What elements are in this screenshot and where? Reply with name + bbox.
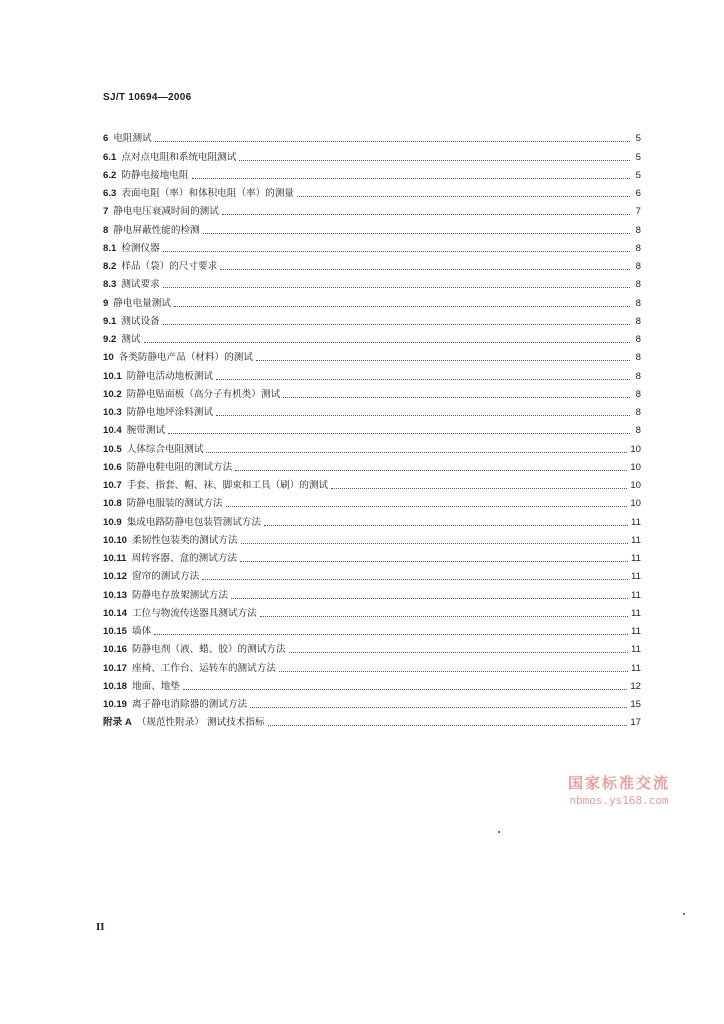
toc-entry[interactable] bbox=[103, 474, 641, 492]
toc-entry-number: 10.12 bbox=[103, 571, 128, 583]
toc-entry-page: 8 bbox=[635, 297, 641, 309]
toc-entry-title: 点对点电阻和系统电阻测试 bbox=[121, 151, 237, 163]
toc-entry-number: 6.3 bbox=[103, 188, 117, 199]
toc-dot-leader bbox=[256, 359, 630, 361]
toc-entry-title: 表面电阻（率）和体积电阻（率）的测量 bbox=[121, 188, 295, 199]
toc-entry-title: 墙体 bbox=[132, 626, 152, 637]
toc-entry-page: 8 bbox=[635, 315, 641, 327]
toc-entry-page: 10 bbox=[630, 480, 641, 491]
toc-entry-number: 8 bbox=[103, 224, 109, 236]
toc-entry[interactable] bbox=[103, 346, 641, 364]
toc-entry-number: 10.7 bbox=[103, 480, 122, 491]
toc-entry-title: 人体综合电阻测试 bbox=[126, 443, 204, 455]
toc-entry-page: 11 bbox=[631, 553, 641, 564]
toc-entry-number: 6.1 bbox=[103, 151, 117, 163]
toc-entry-number: 10.5 bbox=[103, 443, 122, 455]
toc-entry-number: 10.16 bbox=[103, 644, 128, 656]
toc-dot-leader bbox=[144, 341, 630, 343]
toc-entry-number: 附录 A bbox=[103, 717, 132, 729]
toc-entry-page: 8 bbox=[635, 334, 641, 345]
toc-dot-leader bbox=[331, 487, 627, 489]
toc-entry[interactable] bbox=[103, 602, 641, 620]
toc-entry[interactable] bbox=[103, 310, 641, 328]
toc-entry[interactable] bbox=[103, 383, 641, 401]
toc-entry-page: 11 bbox=[631, 607, 641, 619]
toc-entry-page: 10 bbox=[630, 461, 641, 473]
toc-entry-page: 8 bbox=[635, 261, 641, 272]
toc-entry[interactable] bbox=[103, 510, 641, 528]
toc-entry-title: 防静电存放架测试方法 bbox=[132, 589, 228, 601]
toc-dot-leader bbox=[241, 542, 628, 544]
toc-entry[interactable] bbox=[103, 492, 641, 510]
toc-entry[interactable] bbox=[103, 401, 641, 419]
toc-entry-title: 测试要求 bbox=[121, 279, 160, 291]
toc-dot-leader bbox=[163, 286, 630, 288]
toc-entry[interactable] bbox=[103, 456, 641, 474]
toc-entry-title: 各类防静电产品（材料）的测试 bbox=[118, 352, 253, 364]
toc-entry-number: 7 bbox=[103, 206, 109, 218]
toc-dot-leader bbox=[297, 195, 630, 197]
toc-entry-number: 10.2 bbox=[103, 388, 122, 400]
toc-dot-leader bbox=[239, 159, 630, 161]
toc-entry[interactable] bbox=[103, 583, 641, 601]
toc-entry-page: 8 bbox=[635, 407, 641, 418]
toc-entry[interactable] bbox=[103, 255, 641, 273]
toc-entry-number: 10.18 bbox=[103, 680, 128, 692]
toc-entry-page: 5 bbox=[635, 133, 641, 145]
toc-entry[interactable] bbox=[103, 529, 641, 547]
toc-dot-leader bbox=[260, 615, 628, 617]
toc-entry-title: 测试设备 bbox=[121, 315, 160, 327]
toc-entry-number: 10.14 bbox=[103, 607, 128, 619]
toc-entry[interactable] bbox=[103, 328, 641, 346]
toc-entry[interactable] bbox=[103, 145, 641, 163]
toc-entry-page: 11 bbox=[631, 589, 641, 601]
toc-entry-page: 11 bbox=[631, 534, 641, 546]
toc-entry-page: 6 bbox=[635, 188, 641, 199]
toc-entry-title: 柔韧性包装类的测试方法 bbox=[132, 534, 238, 546]
toc-entry-page: 8 bbox=[635, 224, 641, 236]
toc-entry-page: 8 bbox=[635, 352, 641, 364]
toc-dot-leader bbox=[163, 323, 630, 325]
toc-dot-leader bbox=[226, 505, 628, 507]
toc-entry-page: 8 bbox=[635, 279, 641, 291]
toc-entry-page: 10 bbox=[630, 443, 641, 455]
toc-entry-title: 测试 bbox=[121, 334, 141, 345]
toc-entry-page: 10 bbox=[630, 498, 641, 510]
toc-dot-leader bbox=[203, 232, 630, 234]
toc-entry[interactable] bbox=[103, 675, 641, 693]
toc-entry-title: 静电电压衰减时间的测试 bbox=[113, 206, 219, 218]
toc-entry-number: 9 bbox=[103, 297, 109, 309]
toc-entry-page: 11 bbox=[631, 644, 641, 656]
toc-dot-leader bbox=[154, 633, 628, 635]
toc-dot-leader bbox=[192, 177, 631, 179]
toc-entry[interactable] bbox=[103, 291, 641, 309]
toc-entry-page: 5 bbox=[635, 151, 641, 163]
toc-entry-page: 11 bbox=[631, 516, 641, 528]
toc-entry-number: 8.3 bbox=[103, 279, 117, 291]
toc-entry-number: 10.3 bbox=[103, 407, 122, 418]
toc-entry[interactable] bbox=[103, 200, 641, 218]
toc-entry-title: 防静电鞋电阻的测试方法 bbox=[126, 461, 233, 473]
toc-entry-number: 10.10 bbox=[103, 534, 128, 546]
toc-entry[interactable] bbox=[103, 620, 641, 638]
toc-entry-number: 10 bbox=[103, 352, 114, 364]
scan-speck bbox=[498, 831, 500, 833]
toc-entry-number: 10.19 bbox=[103, 699, 128, 710]
toc-entry-title: 静电电量测试 bbox=[113, 297, 171, 309]
toc-entry-page: 12 bbox=[630, 680, 641, 692]
toc-entry-page: 7 bbox=[635, 206, 641, 218]
toc-entry-number: 10.9 bbox=[103, 516, 122, 528]
toc-entry-page: 11 bbox=[631, 626, 641, 637]
toc-entry-title: 手套、指套、帽、袜、脚束和工具（刷）的测试 bbox=[126, 480, 329, 491]
toc-entry-title: 工位与物流传送器具测试方法 bbox=[132, 607, 257, 619]
toc-entry-title: 防静电活动地板测试 bbox=[126, 370, 214, 382]
toc-entry-title: 地面、地垫 bbox=[132, 680, 180, 692]
watermark bbox=[568, 772, 670, 807]
toc-dot-leader bbox=[202, 578, 628, 580]
toc-entry[interactable] bbox=[103, 565, 641, 583]
toc-entry[interactable] bbox=[103, 164, 641, 182]
toc-entry-title: 防静电剂（液、蜡、胶）的测试方法 bbox=[132, 644, 286, 656]
toc-dot-leader bbox=[240, 560, 628, 562]
toc-entry-title: 集成电路防静电包装管测试方法 bbox=[126, 516, 261, 528]
toc-entry-page: 8 bbox=[635, 242, 641, 254]
toc-entry-number: 10.8 bbox=[103, 498, 122, 510]
toc-dot-leader bbox=[268, 724, 628, 726]
toc-entry-number: 10.11 bbox=[103, 553, 127, 564]
toc-entry-number: 10.6 bbox=[103, 461, 122, 473]
toc-entry-title: 离子静电消除器的测试方法 bbox=[132, 699, 248, 710]
toc-dot-leader bbox=[206, 451, 627, 453]
toc-entry-page: 5 bbox=[635, 169, 641, 181]
toc-entry-title: 静电屏蔽性能的检测 bbox=[113, 224, 200, 236]
watermark-url: nbmos.ys168.com bbox=[569, 794, 669, 807]
toc-dot-leader bbox=[183, 688, 627, 690]
toc-entry-number: 10.1 bbox=[103, 370, 122, 382]
toc-entry-title: 座椅、工作台、运转车的测试方法 bbox=[132, 662, 276, 674]
toc-entry[interactable] bbox=[103, 437, 641, 455]
toc-entry[interactable] bbox=[103, 218, 641, 236]
toc-dot-leader bbox=[235, 469, 627, 471]
toc-entry-title: 电阻测试 bbox=[113, 133, 152, 145]
toc-entry-page: 11 bbox=[631, 571, 641, 583]
toc-entry-title: 样品（袋）的尺寸要求 bbox=[121, 261, 218, 272]
toc-entry-title: 检测仪器 bbox=[121, 242, 160, 254]
toc-entry[interactable] bbox=[103, 273, 641, 291]
toc-dot-leader bbox=[250, 706, 627, 708]
standard-code: SJ/T 10694—2006 bbox=[103, 92, 192, 103]
toc-dot-leader bbox=[220, 268, 630, 270]
toc-dot-leader bbox=[222, 213, 630, 215]
toc-entry[interactable] bbox=[103, 364, 641, 382]
toc-entry-title: 防静电贴面板（高分子有机类）测试 bbox=[126, 388, 281, 400]
toc-entry-page: 8 bbox=[635, 388, 641, 400]
toc-dot-leader bbox=[216, 414, 630, 416]
toc-dot-leader bbox=[283, 396, 630, 398]
table-of-contents bbox=[103, 127, 641, 729]
toc-dot-leader bbox=[264, 524, 628, 526]
watermark-text: 国家标准交流 bbox=[568, 774, 671, 792]
toc-dot-leader bbox=[168, 432, 630, 434]
toc-entry[interactable] bbox=[103, 127, 641, 145]
toc-entry[interactable] bbox=[103, 693, 641, 711]
toc-entry-title: 周转容器、盒的测试方法 bbox=[131, 553, 238, 564]
toc-entry-number: 10.4 bbox=[103, 425, 122, 437]
toc-entry-number: 10.15 bbox=[103, 626, 128, 637]
toc-entry-page: 17 bbox=[630, 717, 641, 729]
toc-dot-leader bbox=[163, 250, 630, 252]
toc-entry[interactable] bbox=[103, 182, 641, 200]
toc-dot-leader bbox=[174, 305, 630, 307]
toc-entry-title: 窗帘的测试方法 bbox=[132, 571, 200, 583]
toc-entry-page: 8 bbox=[635, 370, 641, 382]
toc-entry-title: 防静电地坪涂料测试 bbox=[126, 407, 214, 418]
toc-entry-title: （规范性附录） 测试技术指标 bbox=[136, 717, 265, 729]
toc-entry-number: 10.13 bbox=[103, 589, 128, 601]
toc-dot-leader bbox=[289, 651, 629, 653]
toc-entry-number: 8.2 bbox=[103, 261, 117, 272]
toc-entry[interactable] bbox=[103, 419, 641, 437]
toc-entry[interactable] bbox=[103, 547, 641, 565]
toc-entry-number: 9.2 bbox=[103, 334, 117, 345]
scan-speck bbox=[683, 913, 685, 915]
toc-entry[interactable] bbox=[103, 711, 641, 729]
toc-entry-number: 10.17 bbox=[103, 662, 128, 674]
toc-entry-number: 6 bbox=[103, 133, 109, 145]
toc-dot-leader bbox=[155, 140, 630, 142]
toc-entry-title: 防静电接地电阻 bbox=[121, 169, 189, 181]
toc-entry-page: 8 bbox=[635, 425, 641, 437]
toc-entry[interactable] bbox=[103, 237, 641, 255]
toc-entry[interactable] bbox=[103, 656, 641, 674]
toc-entry-title: 防静电服装的测试方法 bbox=[126, 498, 223, 510]
toc-entry-number: 9.1 bbox=[103, 315, 117, 327]
page-number: II bbox=[96, 921, 105, 933]
toc-dot-leader bbox=[216, 378, 630, 380]
toc-dot-leader bbox=[231, 597, 628, 599]
toc-entry-number: 8.1 bbox=[103, 242, 117, 254]
toc-dot-leader bbox=[279, 670, 628, 672]
toc-entry-page: 11 bbox=[631, 662, 641, 674]
toc-entry-title: 腕带测试 bbox=[126, 425, 166, 437]
toc-entry-page: 15 bbox=[630, 699, 641, 710]
toc-entry-number: 6.2 bbox=[103, 169, 117, 181]
toc-entry[interactable] bbox=[103, 638, 641, 656]
